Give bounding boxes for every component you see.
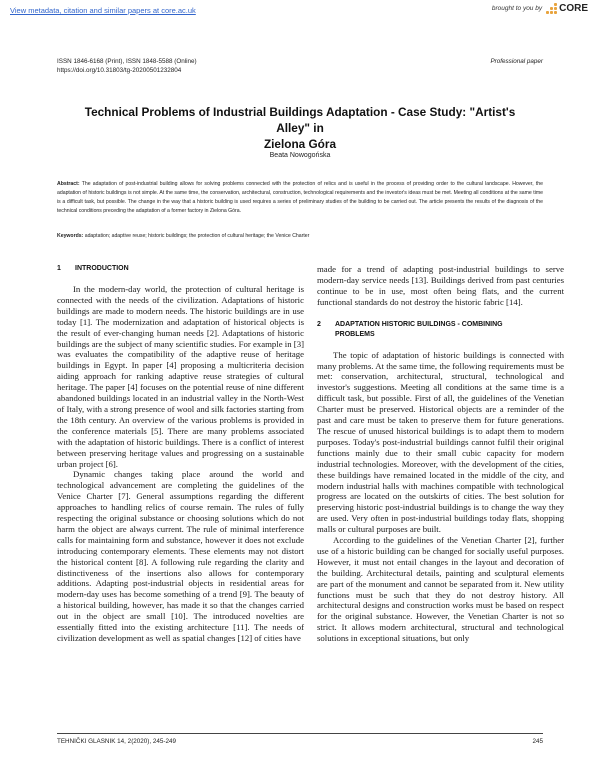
title-line-2: Zielona Góra bbox=[263, 137, 337, 151]
paper-type: Professional paper bbox=[490, 58, 543, 65]
footer-page-number: 245 bbox=[532, 738, 543, 745]
section-2-paragraph: According to the guidelines of the Venetian Charter [2], further use of a historic building can be changed for socially useful purposes. However, it must not entail changes in the layout and decoration of the building. Architectural details, painting and sculptural elements are part of the monument and cannot be separated from it. New utility functions must be such that they do not destroy history. All architectural designs and construction works must be based on respect for the original substance. However, the Venetian Charter is not so strict. It allows modern architectural, structural and technological solutions in exceptional situations, but only bbox=[317, 535, 564, 644]
core-dots-icon bbox=[546, 3, 557, 14]
brought-by-text: brought to you by bbox=[491, 5, 543, 12]
abstract-label: Abstract: bbox=[57, 181, 80, 187]
section-2-number: 2 bbox=[317, 320, 321, 328]
footer-journal: TEHNIČKI GLASNIK 14, 2(2020), 245-249 bbox=[57, 738, 176, 745]
section-2-paragraph: The topic of adaptation of historic buildings is connected with many problems. At the same time, the following requirements must be met: conservation, architectural, structural, technological and investor's suggestions. Meeting all conditions at the same time is a difficult task, but possible. First of all, the guidelines of the Venetian Charter must be preserved. Historical objects are a reminder of the past and care must be taken to preserve them for future generations. The rescue of unused historical buildings is to adapt them to modern purposes. Today's post-industrial buildings cannot fulfil their original functions mainly due to their small cubic capacity for modern industrial technologies. Moreover, with the development of the cities, these buildings have remained located in the middle of the city, and modern industrial halls with machines compatible with technological progress are located on the outskirts of cities. The best solution for preserving historic post-industrial buildings is to change the way they are used. Very often in post-industrial buildings today flats, shopping malls or cultural purposes are built. bbox=[317, 349, 564, 535]
paper-title bbox=[70, 104, 530, 152]
issn-line: ISSN 1846-6168 (Print), ISSN 1848-5588 (Online) bbox=[57, 58, 197, 65]
keywords-label: Keywords: bbox=[57, 233, 84, 239]
keywords bbox=[57, 232, 543, 241]
section-2-title-line-1: ADAPTATION HISTORIC BUILDINGS - COMBINING bbox=[335, 320, 503, 328]
section-2-title bbox=[335, 320, 503, 340]
core-logo-text: CORE bbox=[559, 3, 588, 14]
section-1-heading bbox=[57, 264, 304, 274]
continued-paragraph: made for a trend of adapting post-industrial buildings to serve modern-day service needs [13]. Buildings derived from past centuries continue to be in use, most often being flats, and the current functional standards do not destroy the historic fabric [14]. bbox=[317, 264, 564, 307]
title-line-1: Technical Problems of Industrial Buildings Adaptation - Case Study: "Artist's Alley" in bbox=[84, 105, 516, 135]
abstract-text: The adaptation of post-industrial building allows for solving problems connected with the protection of relics and is useful in the process of providing order to the cultural landscape. However, the adaptation of historic buildings is not simple. At the same time, the conservation, architectural, construction, technological requirements and the investor's ideas must be met. Meeting all conditions at the same time is a difficult task, but possible. The change in the way that a historic building is used requires a series of preliminary studies of the building to be carried out. The article presents the results of the diagnosis of the technical conditions preceding the adaptation of a former factory in Zielona Góra. bbox=[57, 181, 544, 214]
author: Beata Nowogońska bbox=[269, 152, 331, 159]
section-2-heading bbox=[317, 320, 564, 340]
doi-line: https://doi.org/10.31803/tg-20200501232804 bbox=[57, 67, 182, 74]
page-footer bbox=[57, 733, 543, 745]
section-1-number: 1 bbox=[57, 265, 61, 272]
left-column bbox=[57, 264, 304, 644]
issn-block bbox=[57, 57, 197, 75]
abstract bbox=[57, 180, 543, 216]
core-banner bbox=[0, 0, 600, 22]
section-2-title-line-2: PROBLEMS bbox=[335, 330, 375, 338]
right-column bbox=[317, 264, 564, 644]
core-branding bbox=[492, 3, 588, 14]
keywords-text: adaptation; adaptive reuse; historic buildings; the protection of cultural heritage; the Venice Charter bbox=[84, 233, 310, 239]
core-metadata-link[interactable]: View metadata, citation and similar papers at core.ac.uk bbox=[10, 6, 196, 15]
section-1-paragraph: In the modern-day world, the protection of cultural heritage is connected with the needs of the civilization. Adaptations of historic buildings are made to modern needs. The historic buildings are in use today [1]. The modernization and adaptation of historical objects is the result of ever-changing human needs [2]. Adaptations of historic buildings are the subject of many scientific studies. For example in [3] was evaluates the compatibility of the adaptive reuse of heritage buildings in Egypt. In paper [4] proposing a multicriteria decision aiding approach for ranking adaptive reuse strategies of cultural heritage. The paper [4] focuses on the potential reuse of nine different abandoned buildings located in an industrial valley in the North-West of Italy, with a strong presence of wool and silk factories starting from the 18th century. An overview of the various problems is provided in the conference materials [5]. There are many problems associated with the adaptation of historic buildings. There is a conflict of interest between preserving heritage values and progressing on a sustainable urban project [6]. bbox=[57, 284, 304, 469]
core-logo[interactable] bbox=[546, 3, 588, 14]
section-1-title: INTRODUCTION bbox=[75, 265, 129, 272]
section-1-paragraph: Dynamic changes taking place around the world and technological advancement are completing the guidelines of the Venice Charter [7]. General assumptions regarding the different approaches to handling relics of course remain. The rules of fully respecting the original substance or choosing solutions which do not harm the object are always current. The rule of minimal interference calls for maintaining form and substance, however it does not exclude introducing contemporary elements. These elements may not distort the historical content [8]. A following rule regarding the clarity and distinctiveness of the insertions also allows for contemporary additions. Adapting post-industrial objects in residential areas for modern-day uses has become something of a trend [9]. The beauty of a historical building, however, has made it so that the changes carried out in the object are small [10]. The introduced novelties are essentially fitted into the existing architecture [11]. The needs of civilization development as well as spatial changes [12] of cities have bbox=[57, 469, 304, 643]
